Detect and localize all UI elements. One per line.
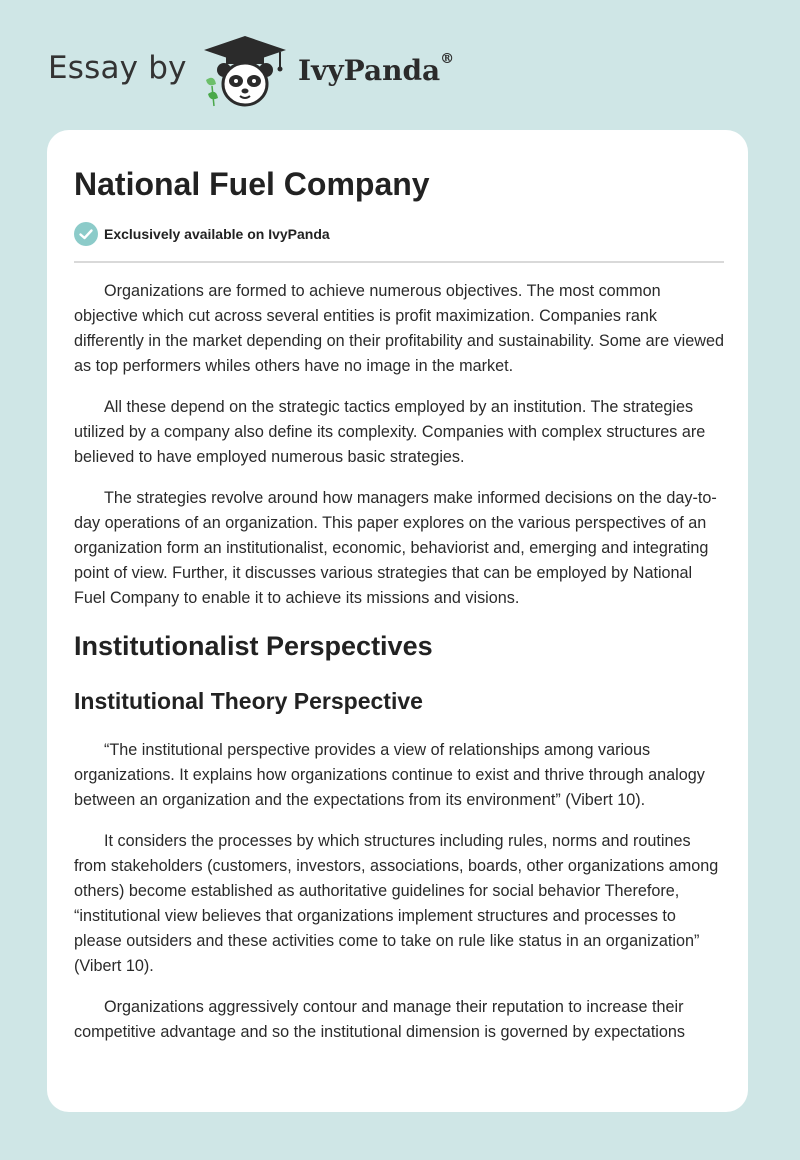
title-divider: [74, 261, 724, 263]
subsection-heading: Institutional Theory Perspective: [74, 688, 423, 714]
registered-mark: ®: [440, 51, 455, 67]
essay-by-label: Essay by: [48, 50, 187, 86]
page-title: National Fuel Company: [74, 166, 430, 202]
check-circle-icon: [74, 222, 98, 246]
site-header: [48, 34, 748, 114]
paragraph: “The institutional perspective provides a view of relationships among various organizations. It explains how organizations continue to exist and thrive through analogy between an organization and the expectations from its environment” (Vibert 10).: [74, 741, 705, 809]
brand-name: IvyPanda®: [298, 51, 455, 87]
exclusive-badge-text: Exclusively available on IvyPanda: [104, 226, 330, 242]
exclusive-badge: [74, 222, 330, 246]
paragraph: It considers the processes by which structures including rules, norms and routines from stakeholders (customers, investors, associations, boards, other organizations among others) become established as authoritative guidelines for social behavior Therefore, “institutional view believes that organizations implement structures and processes to please outsiders and these activities come to take on rule like status in an organization” (Vibert 10).: [74, 832, 719, 975]
paragraph: The strategies revolve around how managers make informed decisions on the day-to-day operations of an organization. This paper explores on the various perspectives of an organization form an institutionalist, economic, behaviorist and, emerging and integrating point of view. Further, it discusses various strategies that can be employed by National Fuel Company to enable it to achieve its missions and visions.: [74, 489, 717, 607]
essay-body: [74, 279, 724, 1061]
essay-card: [47, 130, 748, 1112]
section-heading: Institutionalist Perspectives: [74, 631, 433, 661]
paragraph: Organizations aggressively contour and manage their reputation to increase their competitive advantage and so the institutional dimension is governed by expectations: [74, 998, 686, 1041]
panda-graduate-logo-icon[interactable]: [200, 34, 290, 110]
paragraph: All these depend on the strategic tactics employed by an institution. The strategies utilized by a company also define its complexity. Companies with complex structures are believed to have employed numerous basic strategies.: [74, 398, 706, 466]
paragraph: Organizations are formed to achieve numerous objectives. The most common objective which cut across several entities is profit maximization. Companies rank differently in the market depending on their profitability and sustainability. Some are viewed as top performers whiles others have no image in the market.: [74, 282, 724, 375]
